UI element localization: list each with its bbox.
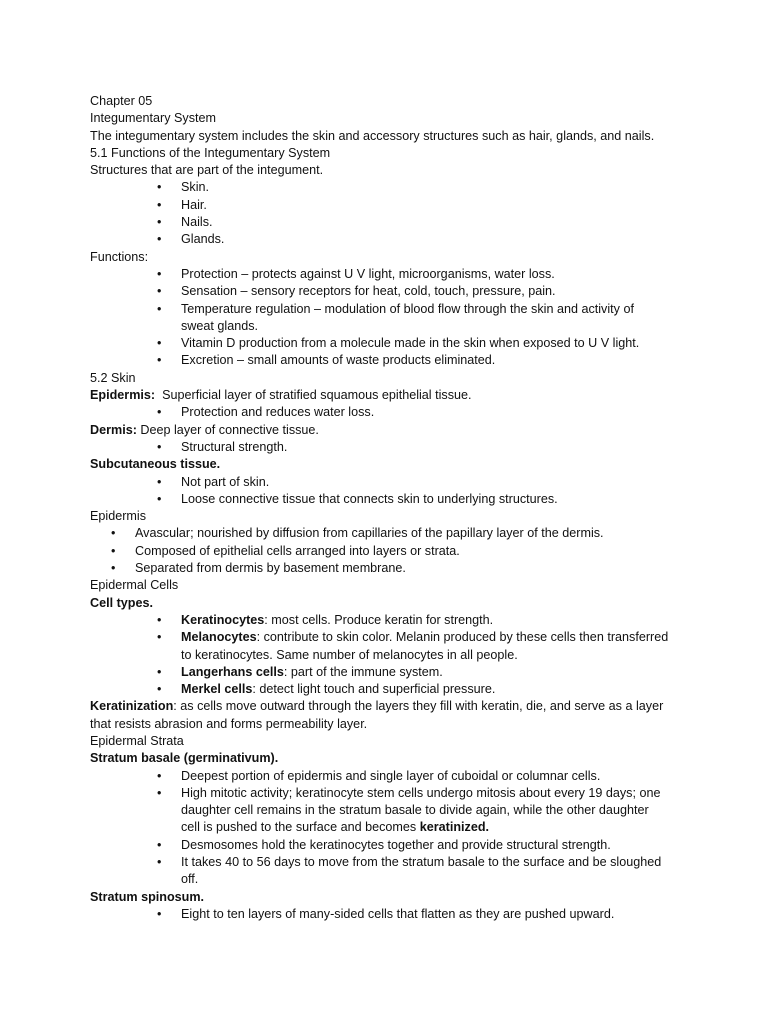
list-item: • Desmosomes hold the keratinocytes together and provide structural strength. [90,837,690,854]
epidermal-strata-heading: Epidermal Strata [90,733,184,748]
epidermal-cells-heading: Epidermal Cells [90,578,179,593]
bullet-icon: • [157,266,162,281]
list-item: • Composed of epithelial cells arranged into layers or strata. [90,543,690,560]
document-body [90,93,690,923]
list-item: • Protection and reduces water loss. [90,404,690,421]
bullet-icon: • [157,439,162,454]
epidermis-definition: Epidermis: Superficial layer of stratified squamous epithelial tissue. [90,388,472,403]
bullet-icon: • [157,353,162,368]
list-item: • Nails. [90,214,690,231]
list-item: • Vitamin D production from a molecule made in the skin when exposed to U V light. [90,335,690,352]
bullet-icon: • [157,630,162,645]
functions-heading: Functions: [90,249,149,264]
list-item: • Loose connective tissue that connects skin to underlying structures. [90,491,690,508]
list-item: • Avascular; nourished by diffusion from capillaries of the papillary layer of the dermis. [90,525,690,542]
intro-paragraph: The integumentary system includes the skin and accessory structures such as hair, glands, and nails. [90,128,655,143]
list-item: • Langerhans cells: part of the immune system. [90,664,690,681]
cell-types-heading: Cell types. [90,595,153,610]
list-item: • Structural strength. [90,439,690,456]
bullet-icon: • [157,682,162,697]
list-item: • Temperature regulation – modulation of blood flow through the skin and activity of sweat glands. [157,301,634,333]
list-item: • Eight to ten layers of many-sided cells that flatten as they are pushed upward. [90,906,690,923]
list-item: • Merkel cells: detect light touch and superficial pressure. [90,681,690,698]
list-item: • Glands. [90,231,690,248]
epidermis-heading: Epidermis [90,509,146,524]
bullet-icon: • [157,474,162,489]
bullet-icon: • [157,232,162,247]
bullet-icon: • [157,491,162,506]
list-item: • Hair. [90,197,690,214]
list-item: • High mitotic activity; keratinocyte stem cells undergo mitosis about every 19 days; one daughter cell remains in the stratum basale to divide again, while the other daughter cell is pushed to the surface and becomes keratinized. [157,785,661,835]
bullet-icon: • [157,855,162,870]
chapter-title: Integumentary System [90,111,216,126]
bullet-icon: • [157,284,162,299]
section-5-2-heading: 5.2 Skin [90,370,136,385]
bullet-icon: • [157,612,162,627]
list-item: • Protection – protects against U V light, microorganisms, water loss. [90,266,690,283]
bullet-icon: • [157,785,162,800]
stratum-basale-heading: Stratum basale (germinativum). [90,751,279,766]
bullet-icon: • [157,301,162,316]
stratum-spinosum-heading: Stratum spinosum. [90,889,205,904]
bullet-icon: • [157,405,162,420]
section-5-1-heading: 5.1 Functions of the Integumentary System [90,145,331,160]
chapter-label: Chapter 05 [90,94,153,108]
list-item: • Deepest portion of epidermis and single layer of cuboidal or columnar cells. [90,768,690,785]
list-item: • It takes 40 to 56 days to move from the stratum basale to the surface and be sloughed off. [157,855,662,887]
list-item: • Sensation – sensory receptors for heat, cold, touch, pressure, pain. [90,283,690,300]
keratinization-continuation: that resists abrasion and forms permeability layer. [90,716,368,731]
bullet-icon: • [111,543,116,558]
dermis-definition: Dermis: Deep layer of connective tissue. [90,422,319,437]
list-item: • Excretion – small amounts of waste products eliminated. [90,352,690,369]
list-item: • Not part of skin. [90,474,690,491]
structures-intro: Structures that are part of the integument. [90,163,324,178]
list-item: • Separated from dermis by basement membrane. [90,560,690,577]
bullet-icon: • [111,526,116,541]
bullet-icon: • [157,215,162,230]
keratinization-paragraph: Keratinization: as cells move outward through the layers they fill with keratin, die, and serve as a layer [90,699,664,714]
bullet-icon: • [157,906,162,921]
bullet-icon: • [157,768,162,783]
bullet-icon: • [157,197,162,212]
subcutaneous-heading: Subcutaneous tissue. [90,457,221,472]
list-item: • Keratinocytes: most cells. Produce keratin for strength. [90,612,690,629]
bullet-icon: • [157,837,162,852]
bullet-icon: • [157,336,162,351]
bullet-icon: • [157,664,162,679]
list-item: • Melanocytes: contribute to skin color. Melanin produced by these cells then transferred to keratinocytes. Same number of melanocytes in all people. [157,630,669,662]
bullet-icon: • [157,180,162,195]
bullet-icon: • [111,561,116,576]
list-item: • Skin. [90,179,690,196]
